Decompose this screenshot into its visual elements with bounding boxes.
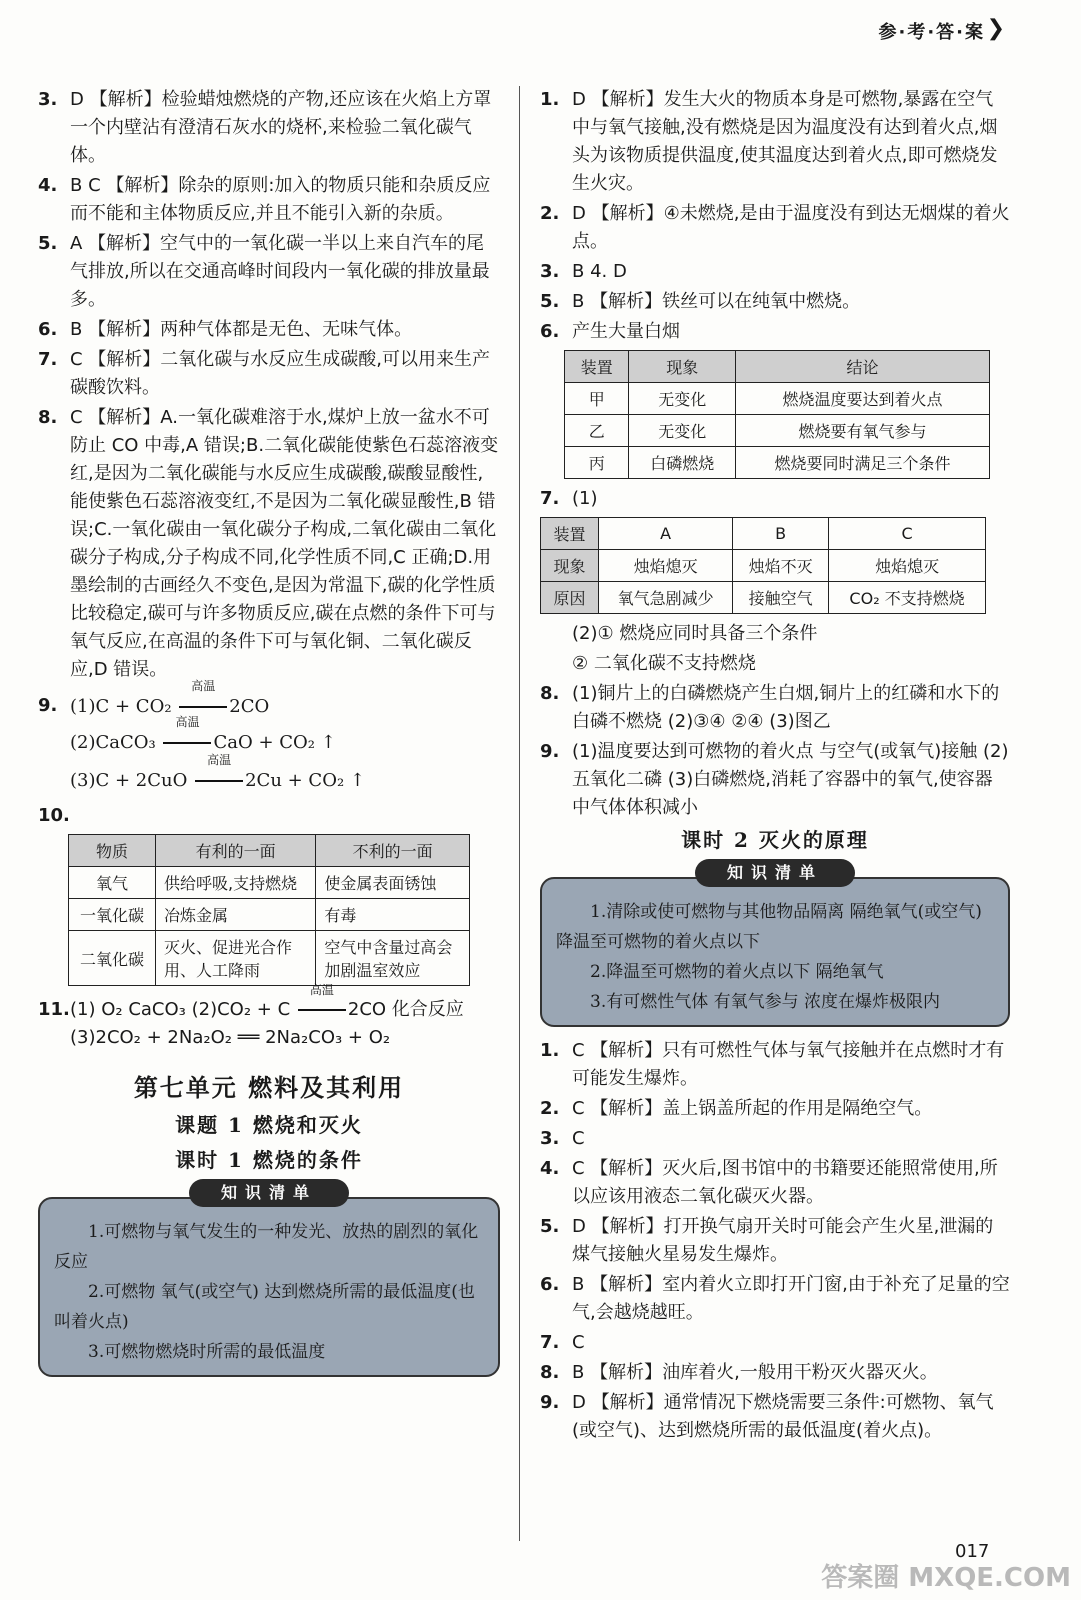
- table-row: [565, 383, 990, 415]
- item-number: 11.: [38, 999, 70, 1020]
- item-text: B 【解析】两种气体都是无色、无味气体。: [70, 319, 413, 340]
- item-text: C: [572, 1128, 585, 1149]
- table-cell: 无变化: [629, 383, 736, 415]
- indent: [540, 620, 572, 648]
- item-number: 8.: [540, 1362, 560, 1383]
- item-number: 6.: [38, 319, 58, 340]
- item-number: 7.: [540, 1332, 560, 1353]
- chevron-right-icon: ❯: [986, 16, 1005, 41]
- item-number: 10.: [38, 805, 70, 826]
- answer-item: [38, 172, 500, 228]
- experiment-table-6: [564, 350, 990, 479]
- item-number: 9.: [540, 741, 560, 762]
- column-divider: [519, 86, 520, 1541]
- table-cell: 氧气急剧减少: [599, 582, 733, 614]
- table-header: 结论: [736, 351, 990, 383]
- item-number: 6.: [540, 1274, 560, 1295]
- comparison-table: [68, 834, 470, 986]
- item-text: (2)① 燃烧应同时具备三个条件: [572, 623, 818, 644]
- table-cell: CO₂ 不支持燃烧: [829, 582, 986, 614]
- table-cell: 无变化: [629, 415, 736, 447]
- item-text: (1): [572, 488, 598, 509]
- equals-bar: [195, 780, 243, 782]
- answer-item-9: [38, 679, 500, 722]
- period-title: 课时 2 灭火的原理: [681, 828, 869, 852]
- item-text: C 【解析】二氧化碳与水反应生成碳酸,可以用来生产碳酸饮料。: [70, 349, 491, 398]
- item-text: A 【解析】空气中的一氧化碳一半以上来自汽车的尾气排放,所以在交通高峰时间段内一氧化碳的排放量最多。: [70, 233, 490, 310]
- table-cell: 接触空气: [733, 582, 829, 614]
- table-cell: C: [829, 518, 986, 550]
- item-text: B 【解析】油库着火,一般用干粉灭火器灭火。: [572, 1362, 938, 1383]
- table-header: 物质: [69, 835, 156, 867]
- table-cell: 供给呼吸,支持燃烧: [156, 867, 316, 899]
- left-column: [38, 86, 500, 1377]
- knowledge-box: [540, 877, 1010, 1027]
- table-cell: 二氧化碳: [69, 931, 156, 986]
- table-row: [69, 899, 470, 931]
- answer-item: [540, 738, 1010, 822]
- watermark-logo: 答案圈 MXQE.COM: [821, 1563, 1071, 1593]
- answer-item: [540, 1095, 1010, 1123]
- table-cell: 氧气: [69, 867, 156, 899]
- equals-bar: [179, 706, 227, 708]
- table-row: [565, 447, 990, 479]
- table-header: 现象: [629, 351, 736, 383]
- item-text: 产生大量白烟: [572, 321, 680, 342]
- table-header: 现象: [541, 550, 599, 582]
- item-number: 4.: [540, 1158, 560, 1179]
- item-number: 9.: [38, 695, 58, 716]
- item-text: [70, 983, 500, 1052]
- item-text: C 【解析】灭火后,图书馆中的书籍要还能照常使用,所以应该用液态二氧化碳灭火器。: [572, 1158, 998, 1207]
- answer-item: [540, 1125, 1010, 1153]
- item-number: 8.: [540, 683, 560, 704]
- knowledge-list-badge: 知识清单: [695, 859, 855, 887]
- answer-subitem: [540, 620, 1010, 648]
- item-text: B 【解析】铁丝可以在纯氧中燃烧。: [572, 291, 861, 312]
- experiment-table-7: [540, 517, 986, 614]
- item-text: C 【解析】A.一氧化碳难溶于水,煤炉上放一盆水不可防止 CO 中毒,A 错误;B.二氧化碳能使紫色石蕊溶液变红,是因为二氧化碳能与水反应生成碳酸,碳酸显酸性,能使紫色石蕊溶液变红,不是因为二氧化碳显酸性,B 错误;C.一氧化碳由一氧化碳分子构成,二氧化碳由二氧化碳分子构成,分子构成不同,化学性质不同,C 正确;D.用墨绘制的古画经久不变色,是因为常温下,碳的化学性质比较稳定,碳可与许多物质反应,碳在点燃的条件下可与氧气反应,在高温的条件下可与氧化铜、二氧化碳反应,D 错误。: [70, 407, 499, 680]
- item-number: 8.: [38, 407, 58, 428]
- table-header: 装置: [565, 351, 629, 383]
- item-text: ② 二氧化碳不支持燃烧: [572, 653, 756, 674]
- item-number: 5.: [540, 1216, 560, 1237]
- item-number: 1.: [540, 89, 560, 110]
- left-items: [38, 86, 500, 684]
- table-cell: 有毒: [316, 899, 470, 931]
- equation-left: (3)C + 2CuO: [70, 770, 194, 791]
- answer-item-10: [38, 802, 500, 830]
- table-row: [565, 415, 990, 447]
- table-cell: 燃烧温度要达到着火点: [736, 383, 990, 415]
- answer-item: [540, 288, 1010, 316]
- knowledge-line: 2.可燃物 氧气(或空气) 达到燃烧所需的最低温度(也叫着火点): [54, 1282, 475, 1332]
- item-text: C 【解析】只有可燃性气体与氧气接触并在点燃时才有可能发生爆炸。: [572, 1040, 1005, 1089]
- answer-item-7: [540, 485, 1010, 513]
- knowledge-line: 1.可燃物与氧气发生的一种发光、放热的剧烈的氧化反应: [54, 1222, 479, 1272]
- item-text: D 【解析】④未燃烧,是由于温度没有到达无烟煤的着火点。: [572, 203, 1010, 252]
- table-row: [69, 867, 470, 899]
- table-row: [541, 550, 986, 582]
- table-cell: 丙: [565, 447, 629, 479]
- table-header-row: [69, 835, 470, 867]
- item-text-part: 2CO 化合反应 (3)2CO₂ + 2Na₂O₂ ══ 2Na₂CO₃ + O₂: [70, 999, 464, 1048]
- table-row: [541, 582, 986, 614]
- answer-item: [540, 1329, 1010, 1357]
- table-cell: 燃烧要同时满足三个条件: [736, 447, 990, 479]
- item-text: (1)铜片上的白磷燃烧产生白烟,铜片上的红磷和水下的白磷不燃烧 (2)③④ ②④ (3)图乙: [572, 683, 1000, 732]
- right-items-c: [540, 1037, 1010, 1445]
- item-text: (1)温度要达到可燃物的着火点 与空气(或氧气)接触 (2)五氧化二磷 (3)白磷燃烧,消耗了容器中的氧气,使容器中气体体积减小: [572, 741, 1009, 818]
- answer-item: [38, 346, 500, 402]
- table-cell: 燃烧要有氧气参与: [736, 415, 990, 447]
- item-number: 1.: [540, 1040, 560, 1061]
- table-cell: 空气中含量过高会加剧温室效应: [316, 931, 470, 986]
- item-number: 7.: [38, 349, 58, 370]
- table-cell: 灭火、促进光合作用、人工降雨: [156, 931, 316, 986]
- equation-left: (2)CaCO₃: [70, 732, 162, 753]
- answer-item: [540, 318, 1010, 346]
- item-number: 2.: [540, 203, 560, 224]
- item-number: 3.: [38, 89, 58, 110]
- knowledge-box: [38, 1197, 500, 1377]
- table-header-row: [565, 351, 990, 383]
- knowledge-line: 3.有可燃性气体 有氧气参与 浓度在爆炸极限内: [590, 992, 941, 1012]
- item-text: D 【解析】打开换气扇开关时可能会产生火星,泄漏的煤气接触火星易发生爆炸。: [572, 1216, 994, 1265]
- table-row: [69, 931, 470, 986]
- answer-subitem: [540, 650, 1010, 678]
- item-text: B 【解析】室内着火立即打开门窗,由于补充了足量的空气,会越烧越旺。: [572, 1274, 1010, 1323]
- condition-label: 高温: [309, 983, 334, 997]
- item-number: 5.: [38, 233, 58, 254]
- item-number: 5.: [540, 291, 560, 312]
- table-cell: 烛焰不灭: [733, 550, 829, 582]
- answer-item-11: [38, 983, 500, 1052]
- knowledge-line: 3.可燃物燃烧时所需的最低温度: [88, 1342, 326, 1362]
- item-text: D 【解析】通常情况下燃烧需要三条件:可燃物、氧气(或空气)、达到燃烧所需的最低温度(着火点)。: [572, 1392, 994, 1441]
- answer-item: [540, 1213, 1010, 1269]
- answer-item: [540, 200, 1010, 256]
- table-header: 有利的一面: [156, 835, 316, 867]
- table-cell: 乙: [565, 415, 629, 447]
- running-header: 参·考·答·案: [878, 22, 985, 43]
- item-number: 6.: [540, 321, 560, 342]
- item-number: 3.: [540, 261, 560, 282]
- answer-item: [540, 86, 1010, 198]
- right-column: [540, 86, 1010, 1447]
- table-header: 原因: [541, 582, 599, 614]
- unit-title: 第七单元 燃料及其利用: [133, 1073, 405, 1102]
- indent: [540, 650, 572, 678]
- condition-high-temp: [296, 983, 348, 1024]
- table-cell: A: [599, 518, 733, 550]
- item-text: C: [572, 1332, 585, 1353]
- equation-right: 2CO: [229, 696, 270, 717]
- condition-label: 高温: [207, 753, 232, 767]
- answer-item: [38, 86, 500, 170]
- item-number: 2.: [540, 1098, 560, 1119]
- item-text: B C 【解析】除杂的原则:加入的物质只能和杂质反应而不能和主体物质反应,并且不能引入新的杂质。: [70, 175, 491, 224]
- item-number: 3.: [540, 1128, 560, 1149]
- lesson-title: 课题 1 燃烧和灭火: [175, 1113, 363, 1137]
- item-text: B 4. D: [572, 261, 627, 282]
- equation-1: [70, 679, 500, 722]
- equation-3: [70, 753, 500, 796]
- item-number: 4.: [38, 175, 58, 196]
- answer-item: [540, 1389, 1010, 1445]
- equation-left: (1)C + CO₂: [70, 696, 178, 717]
- answer-item: [540, 258, 1010, 286]
- table-cell: B: [733, 518, 829, 550]
- table-header-row: [541, 518, 986, 550]
- item-text: C 【解析】盖上锅盖所起的作用是隔绝空气。: [572, 1098, 933, 1119]
- condition-label: 高温: [175, 715, 200, 729]
- answer-item: [540, 1359, 1010, 1387]
- knowledge-list-badge: 知识清单: [189, 1179, 349, 1207]
- equals-bar: [298, 1009, 346, 1011]
- table-header: 装置: [541, 518, 599, 550]
- knowledge-line: 2.降温至可燃物的着火点以下 隔绝氧气: [590, 962, 884, 982]
- condition-high-temp: [193, 753, 245, 796]
- table-cell: 甲: [565, 383, 629, 415]
- equation-right: CaO + CO₂ ↑: [213, 732, 336, 753]
- page-number: 017: [955, 1541, 990, 1562]
- answer-item: [540, 1271, 1010, 1327]
- answer-item: [38, 404, 500, 684]
- table-cell: 烛焰熄灭: [599, 550, 733, 582]
- item-text: D 【解析】检验蜡烛燃烧的产物,还应该在火焰上方罩一个内壁沾有澄清石灰水的烧杯,来检验二氧化碳气体。: [70, 89, 492, 166]
- condition-label: 高温: [191, 679, 216, 693]
- item-number: 9.: [540, 1392, 560, 1413]
- item-text-part: (1) O₂ CaCO₃ (2)CO₂ + C: [70, 999, 296, 1020]
- table-cell: 使金属表面锈蚀: [316, 867, 470, 899]
- equation-right: 2Cu + CO₂ ↑: [245, 770, 365, 791]
- equals-bar: [163, 742, 211, 744]
- answer-item: [540, 680, 1010, 736]
- table-cell: 烛焰熄灭: [829, 550, 986, 582]
- answer-item: [540, 1155, 1010, 1211]
- answer-item: [38, 316, 500, 344]
- table-header: 不利的一面: [316, 835, 470, 867]
- table-cell: 一氧化碳: [69, 899, 156, 931]
- answer-item: [540, 1037, 1010, 1093]
- knowledge-line: 1.清除或使可燃物与其他物品隔离 隔绝氧气(或空气) 降温至可燃物的着火点以下: [556, 902, 982, 952]
- item-number: 7.: [540, 488, 560, 509]
- equation-2: [70, 715, 500, 758]
- item-text: D 【解析】发生大火的物质本身是可燃物,暴露在空气中与氧气接触,没有燃烧是因为温度没有达到着火点,烟头为该物质提供温度,使其温度达到着火点,即可燃烧发生火灾。: [572, 89, 998, 194]
- period-title: 课时 1 燃烧的条件: [175, 1148, 363, 1172]
- table-cell: 白磷燃烧: [629, 447, 736, 479]
- answer-item: [38, 230, 500, 314]
- table-cell: 冶炼金属: [156, 899, 316, 931]
